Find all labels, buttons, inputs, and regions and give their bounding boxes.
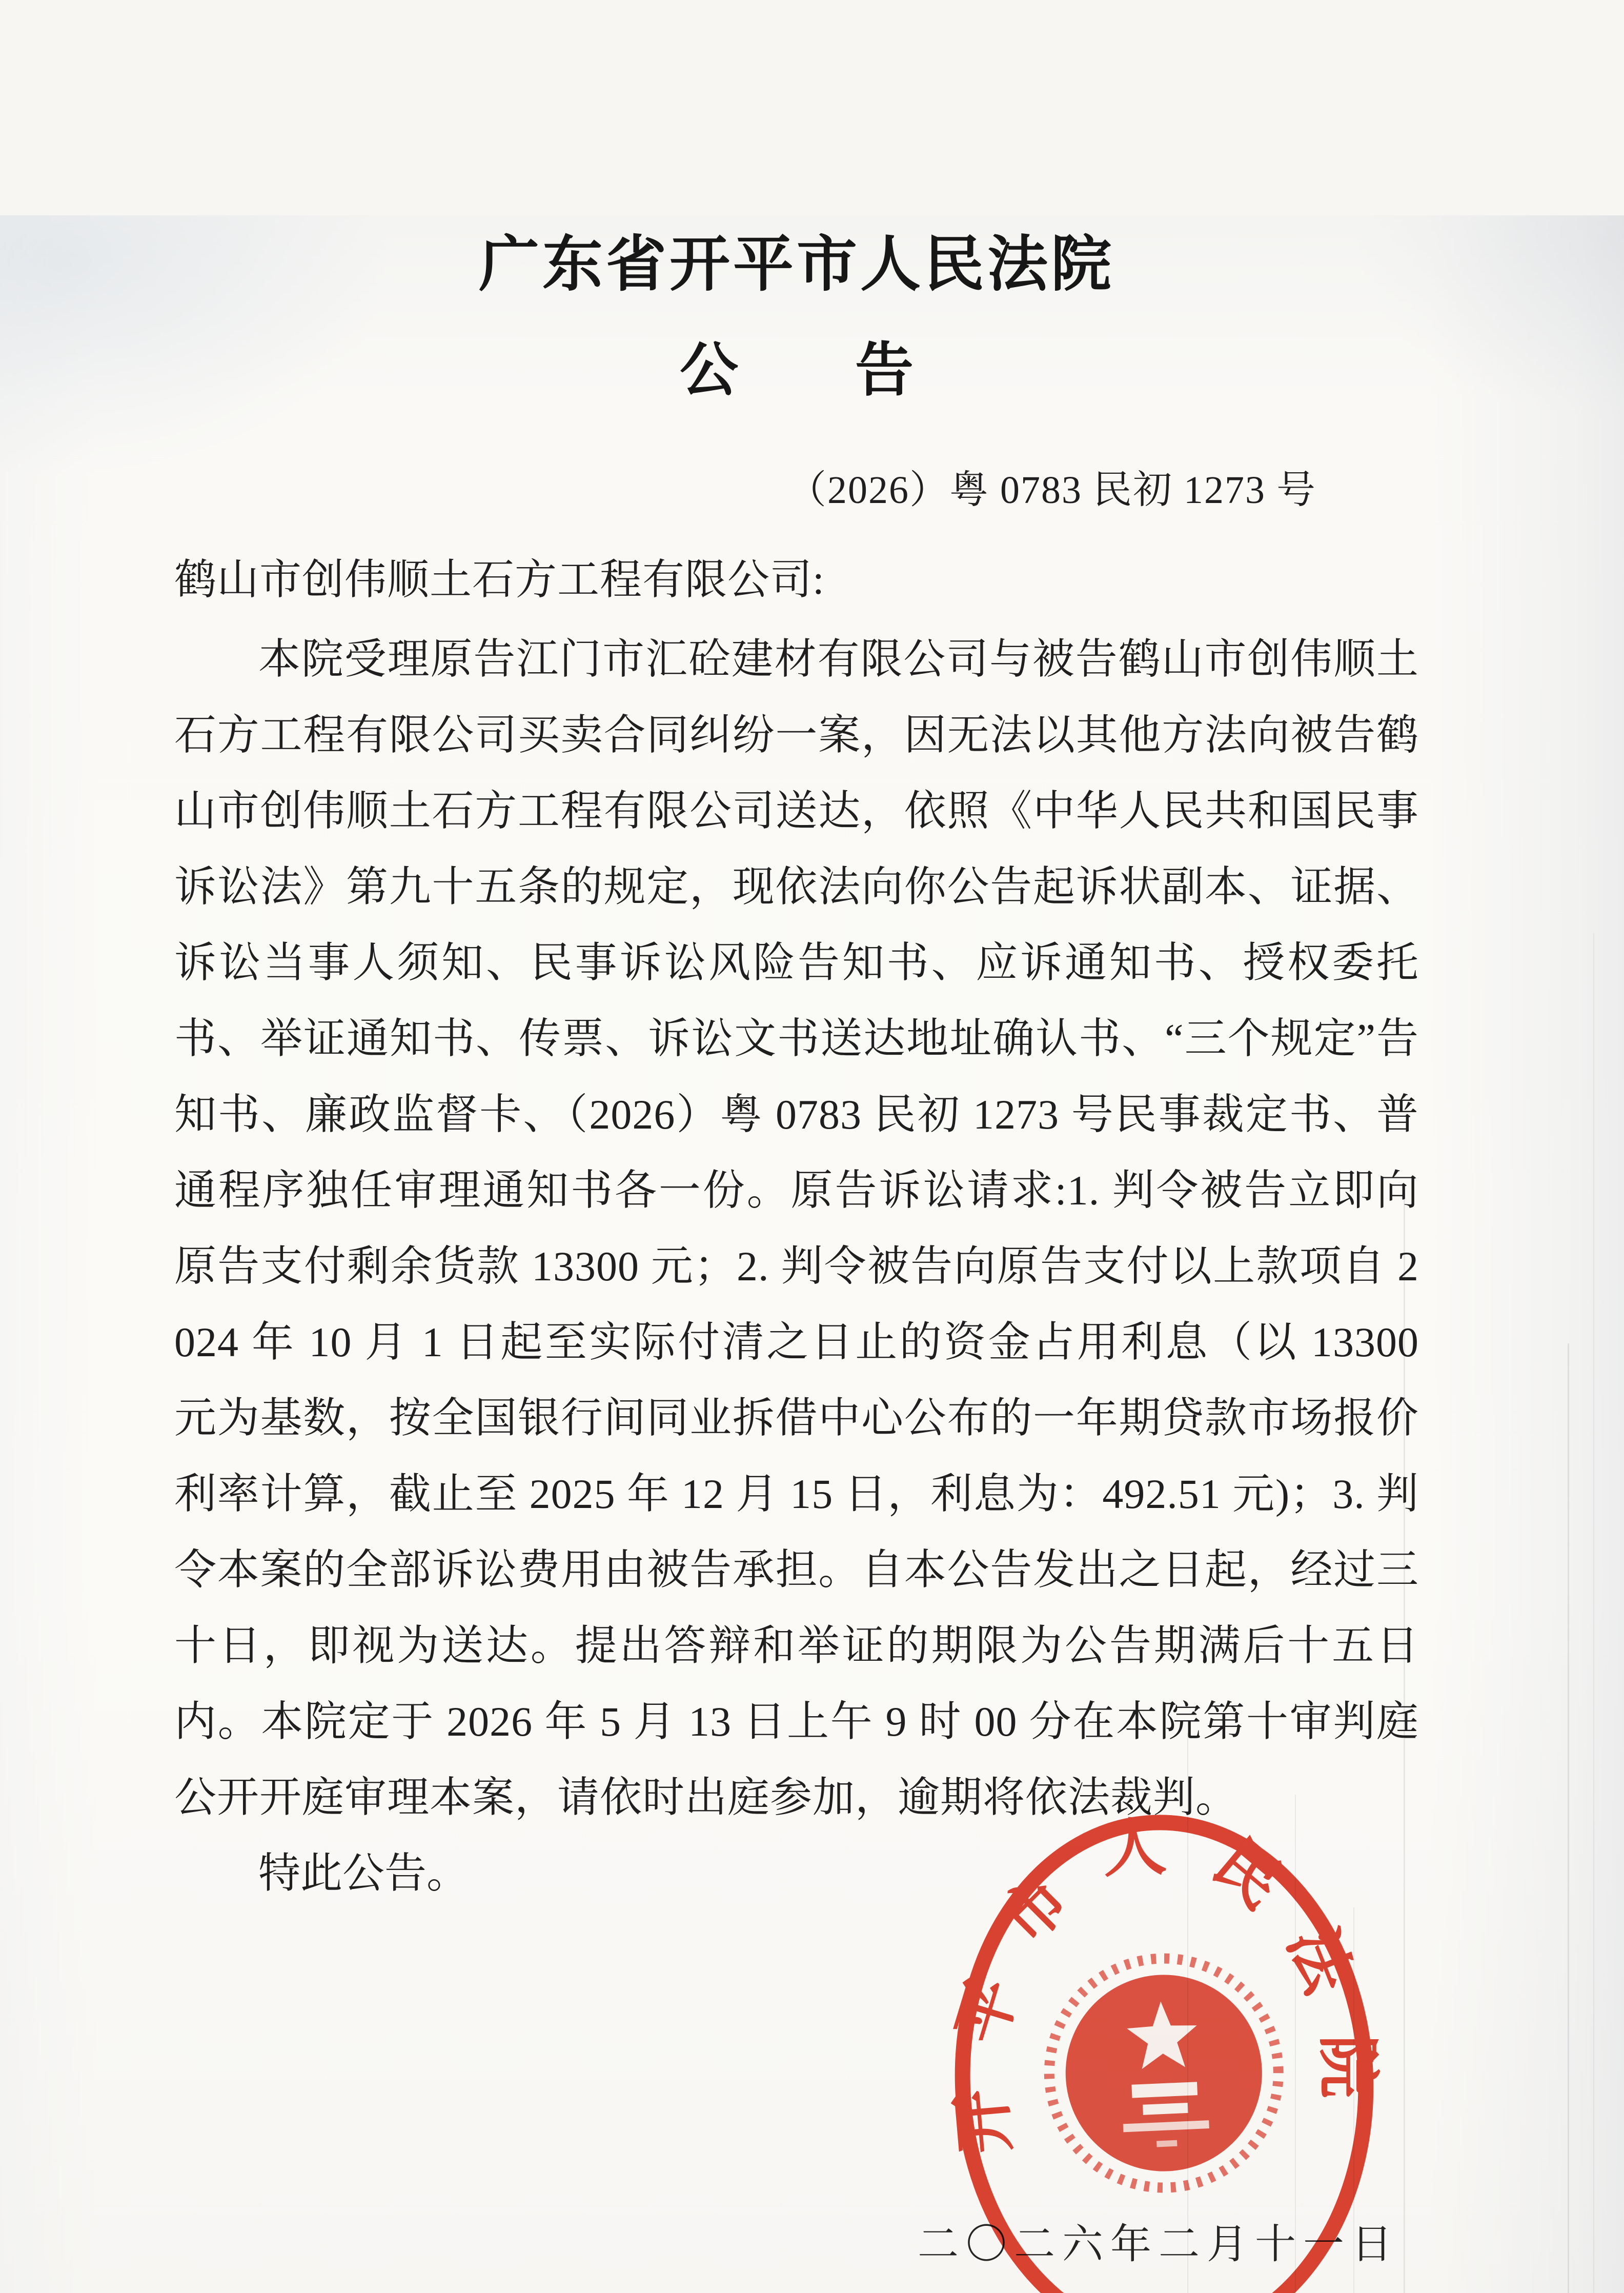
case-number: （2026）粤 0783 民初 1273 号 xyxy=(787,469,1316,512)
document-content xyxy=(0,215,1624,1912)
body-paragraph: 本院受理原告江门市汇砼建材有限公司与被告鹤山市创伟顺土石方工程有限公司买卖合同纠纷一案，因无法以其他方法向被告鹤山市创伟顺土石方工程有限公司送达，依照《中华人民共和国民事诉讼法》第九十五条的规定，现依法向你公告起诉状副本、证据、诉讼当事人须知、民事诉讼风险告知书、应诉通知书、授权委托书、举证通知书、传票、诉讼文书送达地址确认书、“三个规定”告知书、廉政监督卡、（2026）粤 0783 民初 1273 号民事裁定书、普通程序独任审理通知书各一份。原告诉讼请求:1. 判令被告立即向原告支付剩余货款 13300 元；2. 判令被告向原告支付以上款项自 2024 年 10 月 1 日起至实际付清之日止的资金占用利息（以 13300 元为基数，按全国银行间同业拆借中心公布的一年期贷款市场报价利率计算，截止至 2025 年 12 月 15 日，利息为：492.51 元)；3. 判令本案的全部诉讼费用由被告承担。自本公告发出之日起，经过三十日，即视为送达。提出答辩和举证的期限为公告期满后十五日内。本院定于 2026 年 5 月 13 日上午 9 时 00 分在本院第十审判庭公开开庭审理本案，请依时出庭参加，逾期将依法裁判。 xyxy=(174,636,1419,1821)
national-emblem-icon xyxy=(1044,1954,1283,2193)
document-page xyxy=(0,215,1624,2293)
seal-text-path: 开平市人民法院 xyxy=(943,1810,1383,2156)
issue-date: 二〇二六年二月十一日 xyxy=(918,2222,1399,2267)
court-name-title: 广东省开平市人民法院 xyxy=(478,231,1114,298)
addressee-line: 鹤山市创伟顺土石方工程有限公司: xyxy=(174,556,825,603)
court-seal xyxy=(932,1795,1396,2293)
closing-line: 特此公告。 xyxy=(258,1850,469,1897)
doc-title: 公 告 xyxy=(679,338,914,403)
